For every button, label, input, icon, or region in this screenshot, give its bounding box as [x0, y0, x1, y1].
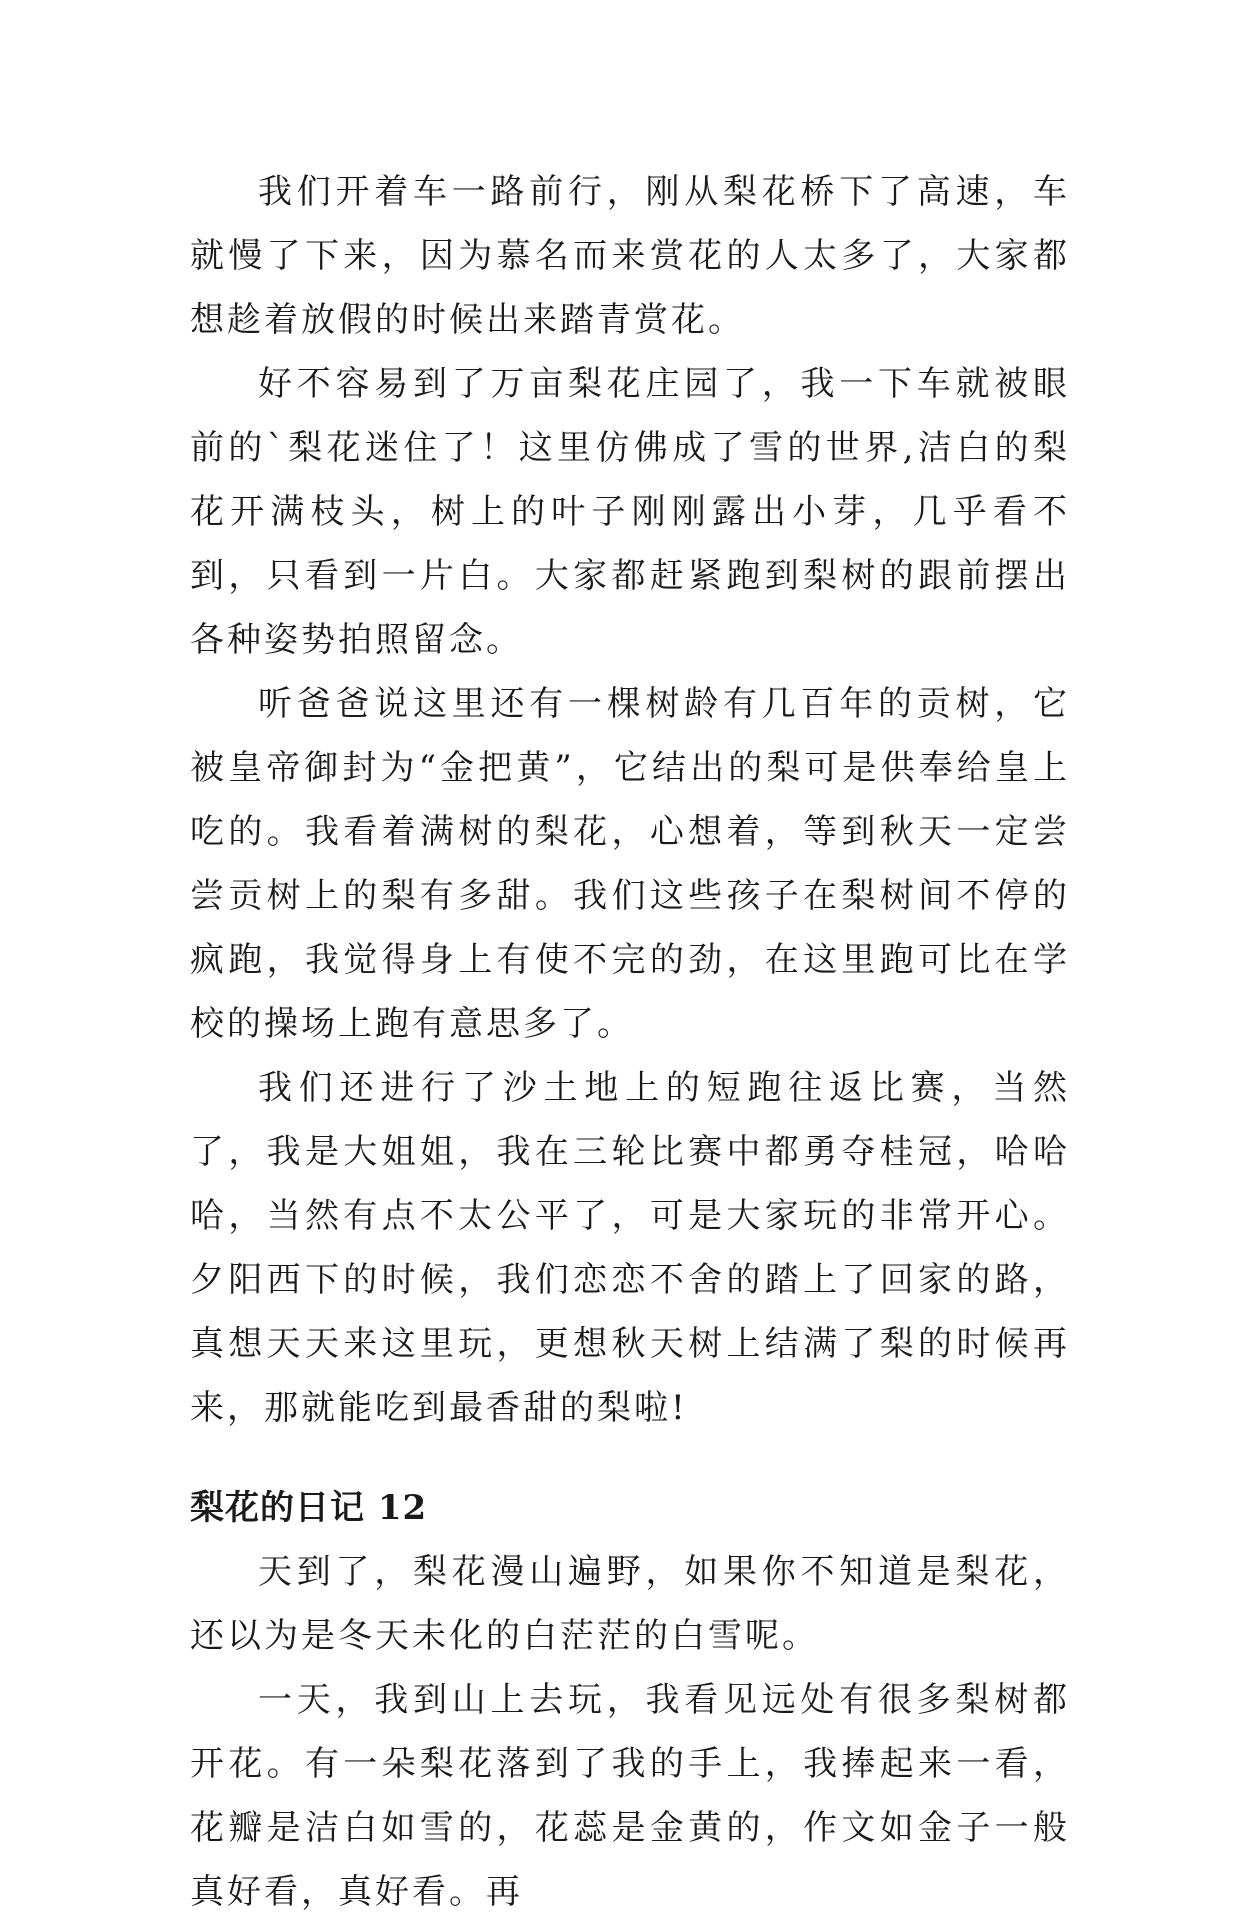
section-title: 梨花的日记 12	[190, 1488, 428, 1528]
paragraph: 听爸爸说这里还有一棵树龄有几百年的贡树，它被皇帝御封为“金把黄”，它结出的梨可是供奉给皇上吃的。我看着满树的梨花，心想着，等到秋天一定尝尝贡树上的梨有多甜。我们这些孩子在梨树间不停的疯跑，我觉得身上有使不完的劲，在这里跑可比在学校的操场上跑有意思多了。	[190, 684, 1070, 1044]
paragraph: 我们开着车一路前行，刚从梨花桥下了高速，车就慢了下来，因为慕名而来赏花的人太多了，大家都想趁着放假的时候出来踏青赏花。	[190, 172, 1070, 340]
paragraph: 我们还进行了沙土地上的短跑往返比赛，当然了，我是大姐姐，我在三轮比赛中都勇夺桂冠，哈哈哈，当然有点不太公平了，可是大家玩的非常开心。夕阳西下的时候，我们恋恋不舍的踏上了回家的路，真想天天来这里玩，更想秋天树上结满了梨的时候再来，那就能吃到最香甜的梨啦!	[190, 1068, 1070, 1428]
paragraph: 一天，我到山上去玩，我看见远处有很多梨树都开花。有一朵梨花落到了我的手上，我捧起来一看，花瓣是洁白如雪的，花蕊是金黄的，作文如金子一般真好看，真好看。再	[190, 1680, 1070, 1912]
paragraph: 好不容易到了万亩梨花庄园了，我一下车就被眼前的`梨花迷住了！这里仿佛成了雪的世界,洁白的梨花开满枝头，树上的叶子刚刚露出小芽，几乎看不到，只看到一片白。大家都赶紧跑到梨树的跟前摆出各种姿势拍照留念。	[190, 364, 1070, 660]
paragraph: 天到了，梨花漫山遍野，如果你不知道是梨花，还以为是冬天未化的白茫茫的白雪呢。	[190, 1552, 1070, 1656]
document-body	[190, 160, 1070, 1924]
